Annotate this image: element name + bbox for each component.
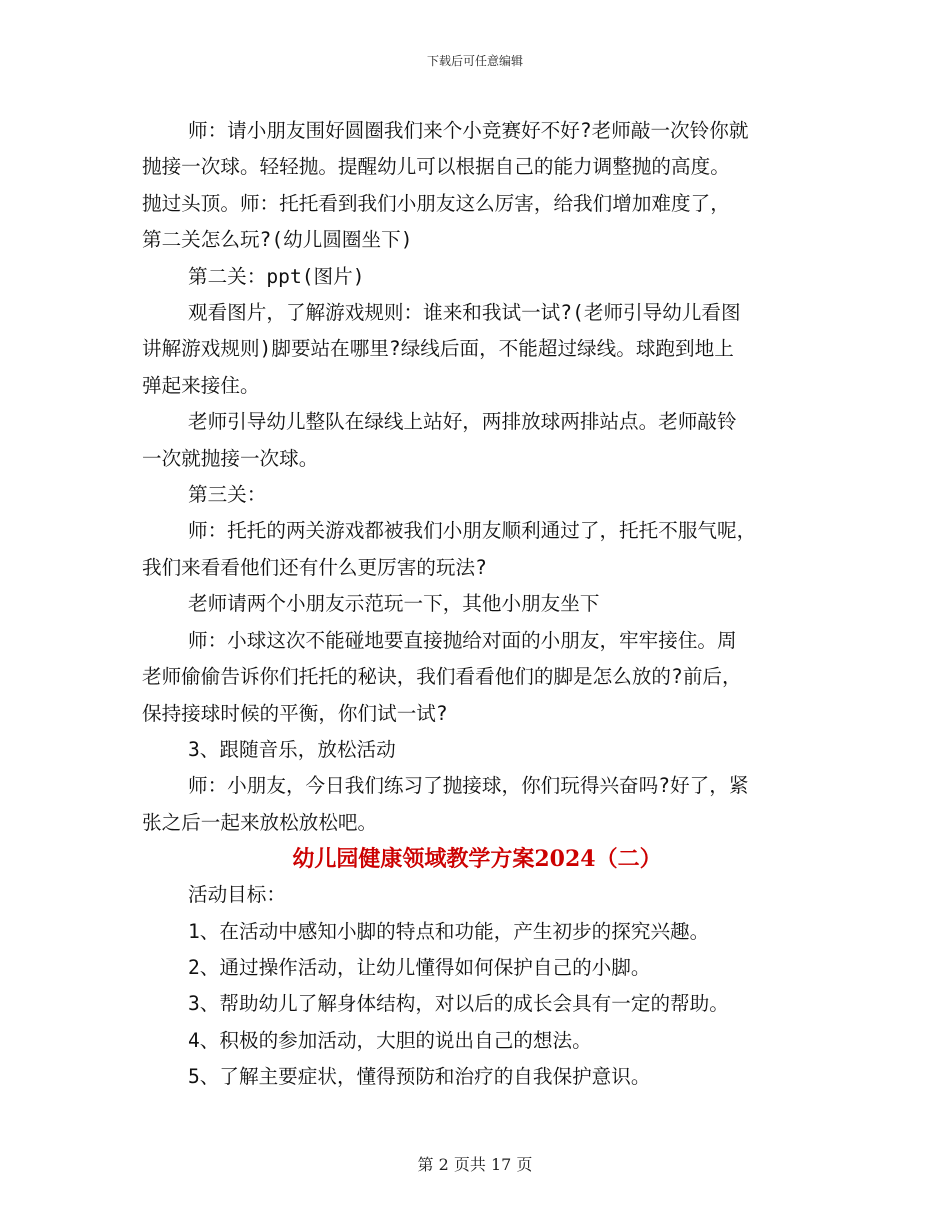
paragraph-line: 3、跟随音乐，放松活动 <box>188 737 396 761</box>
paragraph-line: 抛过头顶。师：托托看到我们小朋友这么厉害，给我们增加难度了， <box>142 191 730 215</box>
paragraph-line: 师：小朋友，今日我们练习了抛接球，你们玩得兴奋吗?好了，紧 <box>188 774 749 798</box>
paragraph-line: 第三关： <box>188 483 267 507</box>
goals-heading: 活动目标： <box>188 883 286 907</box>
paragraph-line: 第二关：ppt(图片) <box>188 264 365 288</box>
page-footer: 第 2 页共 17 页 <box>417 1155 533 1174</box>
paragraph-line: 老师请两个小朋友示范玩一下，其他小朋友坐下 <box>188 592 600 616</box>
paragraph-line: 老师引导幼儿整队在绿线上站好，两排放球两排站点。老师敲铃 <box>188 410 737 434</box>
paragraph-line: 师：小球这次不能碰地要直接抛给对面的小朋友，牢牢接住。周 <box>188 628 737 652</box>
goal-item: 1、在活动中感知小脚的特点和功能，产生初步的探究兴趣。 <box>188 919 710 943</box>
paragraph-line: 张之后一起来放松放松吧。 <box>142 810 378 834</box>
paragraph-line: 师：请小朋友围好圆圈我们来个小竞赛好不好?老师敲一次铃你就 <box>188 119 749 142</box>
paragraph-line: 我们来看看他们还有什么更厉害的玩法? <box>142 555 487 579</box>
goal-item: 3、帮助幼儿了解身体结构，对以后的成长会具有一定的帮助。 <box>188 992 729 1016</box>
goal-item: 2、通过操作活动，让幼儿懂得如何保护自己的小脚。 <box>188 955 651 979</box>
paragraph-line: 保持接球时候的平衡，你们试一试? <box>142 701 448 725</box>
paragraph-line: 抛接一次球。轻轻抛。提醒幼儿可以根据自己的能力调整抛的高度。 <box>142 155 730 179</box>
paragraph-line: 一次就抛接一次球。 <box>142 446 319 470</box>
paragraph-line: 师：托托的两关游戏都被我们小朋友顺利通过了，托托不服气呢， <box>188 519 757 543</box>
paragraph-line: 讲解游戏规则)脚要站在哪里?绿线后面，不能超过绿线。球跑到地上 <box>142 337 734 361</box>
section-title: 幼儿园健康领域教学方案2024（二） <box>292 846 662 873</box>
goal-item: 5、了解主要症状，懂得预防和治疗的自我保护意识。 <box>188 1065 651 1089</box>
goal-item: 4、积极的参加活动，大胆的说出自己的想法。 <box>188 1028 592 1052</box>
document-body <box>142 113 812 1096</box>
paragraph-line: 弹起来接住。 <box>142 373 260 397</box>
paragraph-line: 观看图片，了解游戏规则：谁来和我试一试?(老师引导幼儿看图 <box>188 301 741 325</box>
paragraph-line: 第二关怎么玩?(幼儿圆圈坐下) <box>142 228 413 252</box>
paragraph-line: 老师偷偷告诉你们托托的秘诀，我们看看他们的脚是怎么放的?前后， <box>142 665 742 689</box>
page-header: 下载后可任意编辑 <box>426 54 523 68</box>
